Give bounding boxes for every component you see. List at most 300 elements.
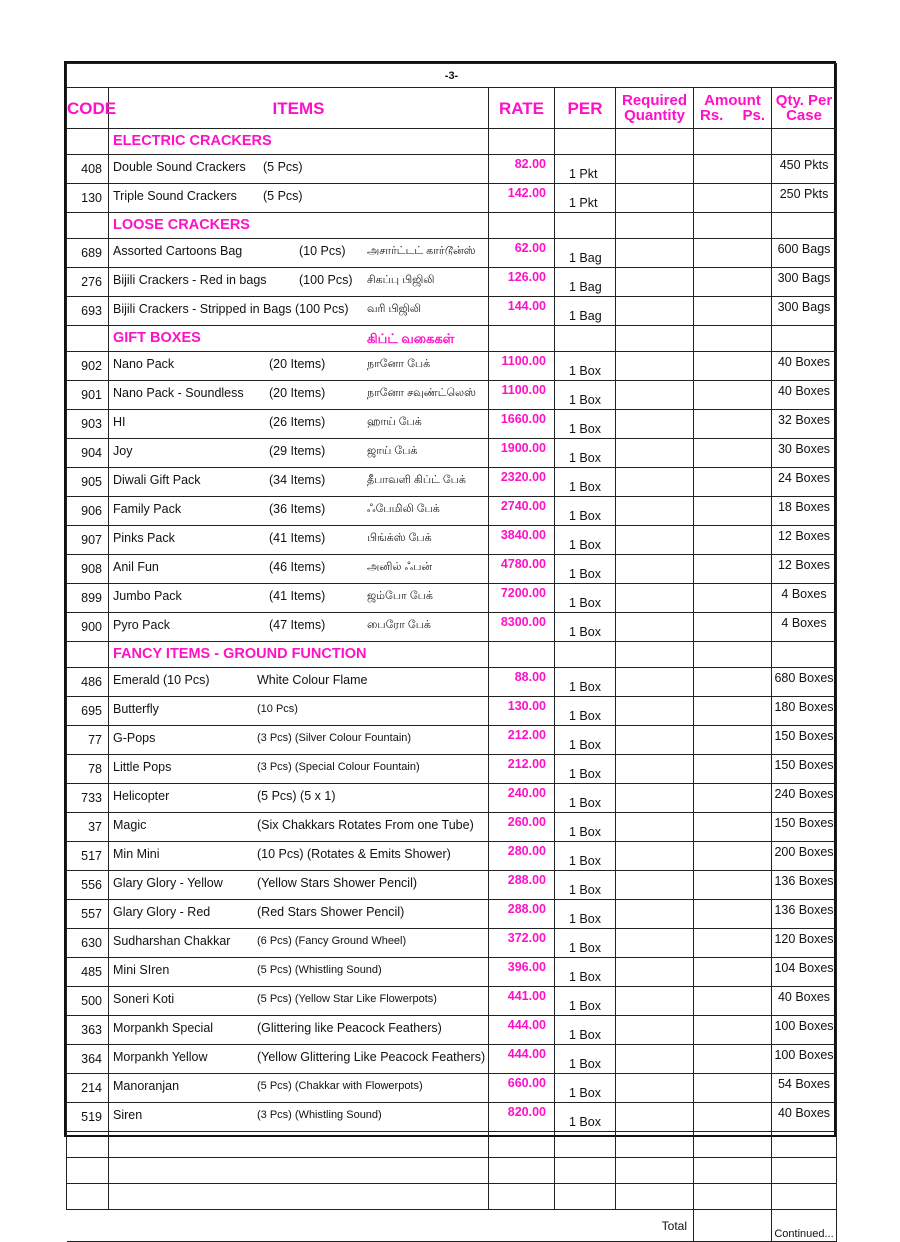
item-name: Bijili Crackers - Stripped in Bags (100 Pcs) (113, 302, 349, 316)
item-cell (109, 813, 489, 842)
required-quantity-cell[interactable] (616, 555, 694, 584)
item-row (67, 584, 837, 613)
code-cell (67, 213, 109, 239)
item-rate: 82.00 (489, 155, 555, 184)
item-row (67, 352, 837, 381)
amount-cell[interactable] (694, 958, 772, 987)
rate-cell[interactable] (489, 1132, 555, 1158)
item-per: 1 Bag (555, 239, 616, 268)
amount-cell[interactable] (694, 239, 772, 268)
item-code: 519 (67, 1103, 109, 1132)
required-quantity-cell[interactable] (616, 326, 694, 352)
per-cell[interactable] (555, 1132, 616, 1158)
item-cell (109, 900, 489, 929)
item-rate: 212.00 (489, 755, 555, 784)
item-name: Sudharshan Chakkar (113, 934, 231, 948)
item-name: Diwali Gift Pack (113, 473, 201, 487)
item-rate: 126.00 (489, 268, 555, 297)
item-rate: 288.00 (489, 871, 555, 900)
header-per: PER (555, 88, 616, 129)
item-per: 1 Box (555, 555, 616, 584)
item-rate: 444.00 (489, 1016, 555, 1045)
item-cell[interactable] (109, 1184, 489, 1210)
item-cell (109, 842, 489, 871)
item-per: 1 Box (555, 468, 616, 497)
code-cell[interactable] (67, 1184, 109, 1210)
header-code: CODE (67, 88, 109, 129)
item-per: 1 Box (555, 1045, 616, 1074)
amount-cell[interactable] (694, 352, 772, 381)
item-code: 130 (67, 184, 109, 213)
amount-cell[interactable] (694, 381, 772, 410)
per-cell (555, 642, 616, 668)
item-qty-per-case: 18 Boxes (772, 497, 837, 526)
item-pack: (10 Pcs) (299, 244, 346, 258)
item-qty-per-case: 12 Boxes (772, 526, 837, 555)
header-items: ITEMS (109, 88, 489, 129)
item-pack: (5 Pcs) (263, 160, 303, 174)
amount-cell[interactable] (694, 642, 772, 668)
item-row (67, 1016, 837, 1045)
item-rate: 4780.00 (489, 555, 555, 584)
amount-cell[interactable] (694, 1132, 772, 1158)
item-per: 1 Box (555, 726, 616, 755)
item-pack: (3 Pcs) (Special Colour Fountain) (257, 761, 420, 773)
item-cell (109, 584, 489, 613)
item-per: 1 Box (555, 842, 616, 871)
qty-cell (772, 642, 837, 668)
amount-cell[interactable] (694, 297, 772, 326)
required-quantity-cell[interactable] (616, 842, 694, 871)
per-cell (555, 326, 616, 352)
item-per: 1 Box (555, 784, 616, 813)
item-per: 1 Box (555, 755, 616, 784)
item-row (67, 1045, 837, 1074)
item-per: 1 Pkt (555, 155, 616, 184)
item-cell[interactable] (109, 1132, 489, 1158)
section-row (67, 326, 837, 352)
item-per: 1 Box (555, 584, 616, 613)
amount-cell[interactable] (694, 871, 772, 900)
item-pack: (47 Items) (269, 618, 326, 632)
item-pack: (Yellow Stars Shower Pencil) (257, 876, 418, 890)
header-rate: RATE (489, 88, 555, 129)
amount-cell[interactable] (694, 526, 772, 555)
item-qty-per-case: 24 Boxes (772, 468, 837, 497)
item-row (67, 668, 837, 697)
item-name: Assorted Cartoons Bag (113, 244, 243, 258)
item-cell (109, 468, 489, 497)
item-name: Double Sound Crackers (113, 160, 246, 174)
item-name: Glary Glory - Yellow (113, 876, 223, 890)
item-cell (109, 268, 489, 297)
item-code: 693 (67, 297, 109, 326)
page-number: -3- (67, 64, 837, 88)
item-pack: (26 Items) (269, 415, 326, 429)
amount-cell[interactable] (694, 468, 772, 497)
amount-cell[interactable] (694, 410, 772, 439)
amount-cell[interactable] (694, 987, 772, 1016)
amount-cell[interactable] (694, 213, 772, 239)
amount-cell[interactable] (694, 268, 772, 297)
item-pack: (3 Pcs) (Silver Colour Fountain) (257, 732, 412, 744)
item-pack: (5 Pcs) (263, 189, 303, 203)
required-quantity-cell[interactable] (616, 929, 694, 958)
amount-cell[interactable] (694, 755, 772, 784)
item-name: Soneri Koti (113, 992, 175, 1006)
required-quantity-cell[interactable] (616, 784, 694, 813)
item-pack: (5 Pcs) (5 x 1) (257, 789, 336, 803)
item-row (67, 987, 837, 1016)
item-name: Butterfly (113, 702, 159, 716)
item-rate: 260.00 (489, 813, 555, 842)
item-pack: (10 Pcs) (257, 703, 298, 715)
total-label: Total (67, 1210, 694, 1242)
item-name: G-Pops (113, 731, 156, 745)
required-quantity-cell[interactable] (616, 668, 694, 697)
header-qty-line1: Qty. Per (775, 92, 833, 109)
item-code: 557 (67, 900, 109, 929)
qty-cell[interactable] (772, 1184, 837, 1210)
item-cell (109, 297, 489, 326)
item-pack: (10 Pcs) (Rotates & Emits Shower) (257, 847, 451, 861)
item-name: Anil Fun (113, 560, 159, 574)
required-quantity-cell[interactable] (616, 1045, 694, 1074)
item-cell (109, 987, 489, 1016)
price-table (66, 63, 837, 1242)
item-name: Nano Pack - Soundless (113, 386, 244, 400)
item-code: 630 (67, 929, 109, 958)
amount-cell[interactable] (694, 1016, 772, 1045)
item-qty-per-case: 40 Boxes (772, 1103, 837, 1132)
item-qty-per-case: 150 Boxes (772, 755, 837, 784)
item-pack: (20 Items) (269, 386, 326, 400)
item-row (67, 613, 837, 642)
amount-cell[interactable] (694, 555, 772, 584)
item-tamil-name: நானோ பேக் (367, 358, 431, 370)
item-code: 905 (67, 468, 109, 497)
item-pack: (46 Items) (269, 560, 326, 574)
item-cell (109, 439, 489, 468)
item-code: 899 (67, 584, 109, 613)
item-rate: 130.00 (489, 697, 555, 726)
amount-cell[interactable] (694, 326, 772, 352)
item-qty-per-case: 300 Bags (772, 268, 837, 297)
item-per: 1 Box (555, 929, 616, 958)
item-rate: 660.00 (489, 1074, 555, 1103)
section-tamil: கிப்ட் வகைகள் (367, 331, 455, 346)
item-tamil-name: அனில் ஃபன் (367, 561, 433, 573)
item-rate: 372.00 (489, 929, 555, 958)
required-quantity-cell[interactable] (616, 526, 694, 555)
item-code: 906 (67, 497, 109, 526)
required-quantity-cell[interactable] (616, 755, 694, 784)
item-qty-per-case: 100 Boxes (772, 1016, 837, 1045)
item-qty-per-case: 40 Boxes (772, 381, 837, 410)
per-cell (555, 213, 616, 239)
item-code: 485 (67, 958, 109, 987)
item-rate: 2740.00 (489, 497, 555, 526)
amount-cell[interactable] (694, 668, 772, 697)
rate-cell[interactable] (489, 1158, 555, 1184)
item-row (67, 297, 837, 326)
required-quantity-cell[interactable] (616, 1132, 694, 1158)
item-name: Glary Glory - Red (113, 905, 211, 919)
required-quantity-cell[interactable] (616, 642, 694, 668)
code-cell (67, 129, 109, 155)
item-rate: 144.00 (489, 297, 555, 326)
item-code: 486 (67, 668, 109, 697)
item-cell (109, 871, 489, 900)
item-rate: 280.00 (489, 842, 555, 871)
required-quantity-cell[interactable] (616, 155, 694, 184)
required-quantity-cell[interactable] (616, 468, 694, 497)
item-pack: (5 Pcs) (Yellow Star Like Flowerpots) (257, 993, 437, 1005)
item-name: Little Pops (113, 760, 172, 774)
required-quantity-cell[interactable] (616, 871, 694, 900)
item-rate: 212.00 (489, 726, 555, 755)
required-quantity-cell[interactable] (616, 1158, 694, 1184)
code-cell[interactable] (67, 1132, 109, 1158)
item-pack: (Glittering like Peacock Feathers) (257, 1021, 442, 1035)
amount-cell[interactable] (694, 900, 772, 929)
required-quantity-cell[interactable] (616, 439, 694, 468)
item-row (67, 239, 837, 268)
item-cell (109, 381, 489, 410)
item-rate: 2320.00 (489, 468, 555, 497)
required-quantity-cell[interactable] (616, 381, 694, 410)
required-quantity-cell[interactable] (616, 497, 694, 526)
price-list-sheet (64, 61, 836, 1240)
item-pack: (6 Pcs) (Fancy Ground Wheel) (257, 935, 407, 947)
item-code: 904 (67, 439, 109, 468)
required-quantity-cell[interactable] (616, 297, 694, 326)
amount-cell[interactable] (694, 584, 772, 613)
item-cell (109, 1045, 489, 1074)
amount-cell[interactable] (694, 1074, 772, 1103)
required-quantity-cell[interactable] (616, 1016, 694, 1045)
rate-cell (489, 642, 555, 668)
section-cell (109, 213, 489, 239)
item-row (67, 755, 837, 784)
item-pack: (Red Stars Shower Pencil) (257, 905, 405, 919)
item-name: Family Pack (113, 502, 182, 516)
item-code: 517 (67, 842, 109, 871)
section-row (67, 213, 837, 239)
qty-cell[interactable] (772, 1132, 837, 1158)
amount-cell[interactable] (694, 697, 772, 726)
amount-cell[interactable] (694, 929, 772, 958)
item-tamil-name: அசார்ட்டட் கார்டூன்ஸ் (367, 245, 476, 257)
item-pack: (Yellow Glittering Like Peacock Feathers) (257, 1050, 486, 1064)
item-cell (109, 784, 489, 813)
item-row (67, 468, 837, 497)
amount-cell[interactable] (694, 155, 772, 184)
item-cell (109, 668, 489, 697)
item-qty-per-case: 180 Boxes (772, 697, 837, 726)
item-cell (109, 184, 489, 213)
item-tamil-name: பைரோ பேக் (367, 619, 431, 631)
amount-cell[interactable] (694, 497, 772, 526)
per-cell[interactable] (555, 1158, 616, 1184)
amount-cell[interactable] (694, 439, 772, 468)
item-row (67, 784, 837, 813)
item-row (67, 410, 837, 439)
item-per: 1 Box (555, 497, 616, 526)
item-rate: 240.00 (489, 784, 555, 813)
item-row (67, 184, 837, 213)
item-pack: (100 Pcs) (299, 273, 353, 287)
required-quantity-cell[interactable] (616, 410, 694, 439)
item-row (67, 526, 837, 555)
required-quantity-cell[interactable] (616, 239, 694, 268)
required-quantity-cell[interactable] (616, 726, 694, 755)
section-title: FANCY ITEMS - GROUND FUNCTION (113, 646, 367, 662)
section-title: ELECTRIC CRACKERS (113, 133, 272, 149)
item-name: Pyro Pack (113, 618, 170, 632)
required-quantity-cell[interactable] (616, 1184, 694, 1210)
item-name: Morpankh Yellow (113, 1050, 208, 1064)
item-row (67, 929, 837, 958)
required-quantity-cell[interactable] (616, 129, 694, 155)
item-per: 1 Box (555, 697, 616, 726)
rate-cell (489, 129, 555, 155)
per-cell[interactable] (555, 1184, 616, 1210)
item-row (67, 871, 837, 900)
item-pack: (5 Pcs) (Whistling Sound) (257, 964, 382, 976)
item-cell (109, 1074, 489, 1103)
required-quantity-cell[interactable] (616, 900, 694, 929)
item-qty-per-case: 120 Boxes (772, 929, 837, 958)
amount-cell[interactable] (694, 726, 772, 755)
item-per: 1 Box (555, 1074, 616, 1103)
item-code: 907 (67, 526, 109, 555)
item-tamil-name: பிங்க்ஸ் பேக் (367, 532, 432, 544)
item-name: Bijili Crackers - Red in bags (113, 273, 267, 287)
item-tamil-name: நானோ சவுண்ட்லெஸ் (367, 387, 476, 399)
item-name: Joy (113, 444, 133, 458)
amount-cell[interactable] (694, 813, 772, 842)
item-per: 1 Box (555, 526, 616, 555)
required-quantity-cell[interactable] (616, 584, 694, 613)
total-amount-cell[interactable] (694, 1210, 772, 1242)
section-cell (109, 326, 489, 352)
item-tamil-name: வரி பிஜிலி (367, 303, 421, 315)
amount-cell[interactable] (694, 842, 772, 871)
item-per: 1 Box (555, 668, 616, 697)
rate-cell[interactable] (489, 1184, 555, 1210)
item-row (67, 697, 837, 726)
item-rate: 396.00 (489, 958, 555, 987)
amount-cell[interactable] (694, 129, 772, 155)
item-qty-per-case: 40 Boxes (772, 352, 837, 381)
required-quantity-cell[interactable] (616, 697, 694, 726)
item-qty-per-case: 4 Boxes (772, 584, 837, 613)
item-per: 1 Pkt (555, 184, 616, 213)
required-quantity-cell[interactable] (616, 987, 694, 1016)
required-quantity-cell[interactable] (616, 184, 694, 213)
amount-cell[interactable] (694, 1103, 772, 1132)
amount-cell[interactable] (694, 784, 772, 813)
item-cell (109, 1016, 489, 1045)
required-quantity-cell[interactable] (616, 1103, 694, 1132)
item-cell (109, 929, 489, 958)
header-qty-per-case (772, 88, 837, 129)
item-row (67, 439, 837, 468)
item-per: 1 Box (555, 871, 616, 900)
item-tamil-name: ஜம்போ பேக் (367, 590, 433, 602)
item-qty-per-case: 150 Boxes (772, 726, 837, 755)
item-name: Helicopter (113, 789, 170, 803)
item-rate: 444.00 (489, 1045, 555, 1074)
qty-cell[interactable] (772, 1158, 837, 1184)
required-quantity-cell[interactable] (616, 958, 694, 987)
item-qty-per-case: 240 Boxes (772, 784, 837, 813)
item-tamil-name: ஃபேமிலி பேக் (367, 503, 440, 515)
item-row (67, 813, 837, 842)
item-cell (109, 155, 489, 184)
item-cell (109, 410, 489, 439)
item-tamil-name: ஜாய் பேக் (367, 445, 418, 457)
amount-cell[interactable] (694, 184, 772, 213)
amount-cell[interactable] (694, 613, 772, 642)
header-amount (694, 88, 772, 129)
code-cell[interactable] (67, 1158, 109, 1184)
item-qty-per-case: 32 Boxes (772, 410, 837, 439)
item-qty-per-case: 300 Bags (772, 297, 837, 326)
item-qty-per-case: 40 Boxes (772, 987, 837, 1016)
item-tamil-name: ஹாய் பேக் (367, 416, 422, 428)
required-quantity-cell[interactable] (616, 613, 694, 642)
code-cell (67, 642, 109, 668)
required-quantity-cell[interactable] (616, 268, 694, 297)
item-row (67, 726, 837, 755)
per-cell (555, 129, 616, 155)
item-row (67, 1103, 837, 1132)
amount-cell[interactable] (694, 1045, 772, 1074)
section-row (67, 642, 837, 668)
item-code: 78 (67, 755, 109, 784)
item-rate: 8300.00 (489, 613, 555, 642)
item-cell (109, 755, 489, 784)
item-qty-per-case: 54 Boxes (772, 1074, 837, 1103)
item-code: 556 (67, 871, 109, 900)
required-quantity-cell[interactable] (616, 1074, 694, 1103)
required-quantity-cell[interactable] (616, 213, 694, 239)
item-name: Nano Pack (113, 357, 175, 371)
required-quantity-cell[interactable] (616, 813, 694, 842)
item-rate: 7200.00 (489, 584, 555, 613)
item-rate: 142.00 (489, 184, 555, 213)
header-amount-ps: Ps. (742, 107, 765, 124)
item-code: 77 (67, 726, 109, 755)
section-title: GIFT BOXES (113, 330, 201, 346)
item-pack: (20 Items) (269, 357, 326, 371)
item-code: 364 (67, 1045, 109, 1074)
header-amount-rs: Rs. (700, 107, 724, 124)
item-row (67, 958, 837, 987)
item-code: 214 (67, 1074, 109, 1103)
item-qty-per-case: 150 Boxes (772, 813, 837, 842)
item-cell (109, 555, 489, 584)
required-quantity-cell[interactable] (616, 352, 694, 381)
item-cell[interactable] (109, 1158, 489, 1184)
item-pack: (29 Items) (269, 444, 326, 458)
item-name: Triple Sound Crackers (113, 189, 237, 203)
amount-cell[interactable] (694, 1158, 772, 1184)
qty-cell (772, 326, 837, 352)
amount-cell[interactable] (694, 1184, 772, 1210)
